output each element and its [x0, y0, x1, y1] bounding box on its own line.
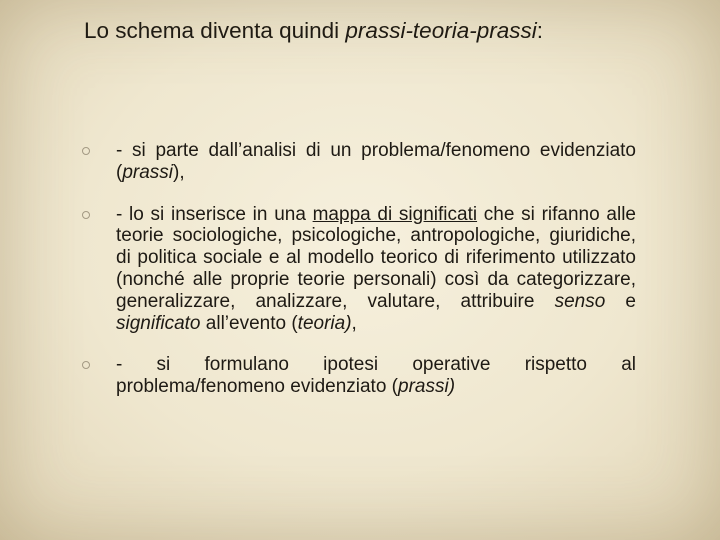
bullet-2-italic-senso: senso	[554, 290, 606, 312]
bullet-3-italic: prassi)	[398, 376, 456, 398]
title-emphasis: prassi-teoria-prassi	[345, 18, 537, 43]
bullet-1-text: - si parte dall’analisi di un problema/fenomeno evidenziato (	[116, 140, 636, 183]
bullet-2-end: ,	[351, 312, 357, 334]
bullet-2-italic-significato: significato	[116, 312, 201, 334]
bullet-2-underlined: mappa di significati	[312, 203, 478, 225]
bullet-item-1	[80, 140, 636, 184]
title-prefix: Lo schema diventa quindi	[84, 18, 346, 43]
bullet-ring-icon	[82, 147, 90, 155]
bullet-list	[80, 140, 636, 418]
bullet-3-text: - si formulano ipotesi operative rispetto al problema/fenomeno evidenziato (	[116, 354, 636, 398]
bullet-2-conj: e	[605, 290, 636, 312]
bullet-2-italic-teoria: teoria)	[297, 312, 352, 334]
bullet-ring-icon	[82, 211, 90, 219]
bullet-item-3	[80, 354, 636, 398]
bullet-item-2	[80, 204, 636, 335]
bullet-2-tail: all’evento (	[200, 312, 298, 334]
bullet-1-end: ),	[173, 161, 185, 183]
bullet-1-italic: prassi	[122, 161, 174, 183]
slide-title	[84, 16, 704, 46]
title-suffix: :	[536, 18, 543, 43]
bullet-ring-icon	[82, 361, 90, 369]
bullet-2-body: che si rifanno alle teorie sociologiche, psicologiche, antropologiche, giuridiche, di politica sociale e al modello teorico di riferimento utilizzato (nonché alle proprie teorie personali) così da categorizzare, generalizzare, analizzare, valutare, attribuire	[116, 203, 636, 312]
bullet-2-text: - lo si inserisce in una	[116, 203, 313, 225]
